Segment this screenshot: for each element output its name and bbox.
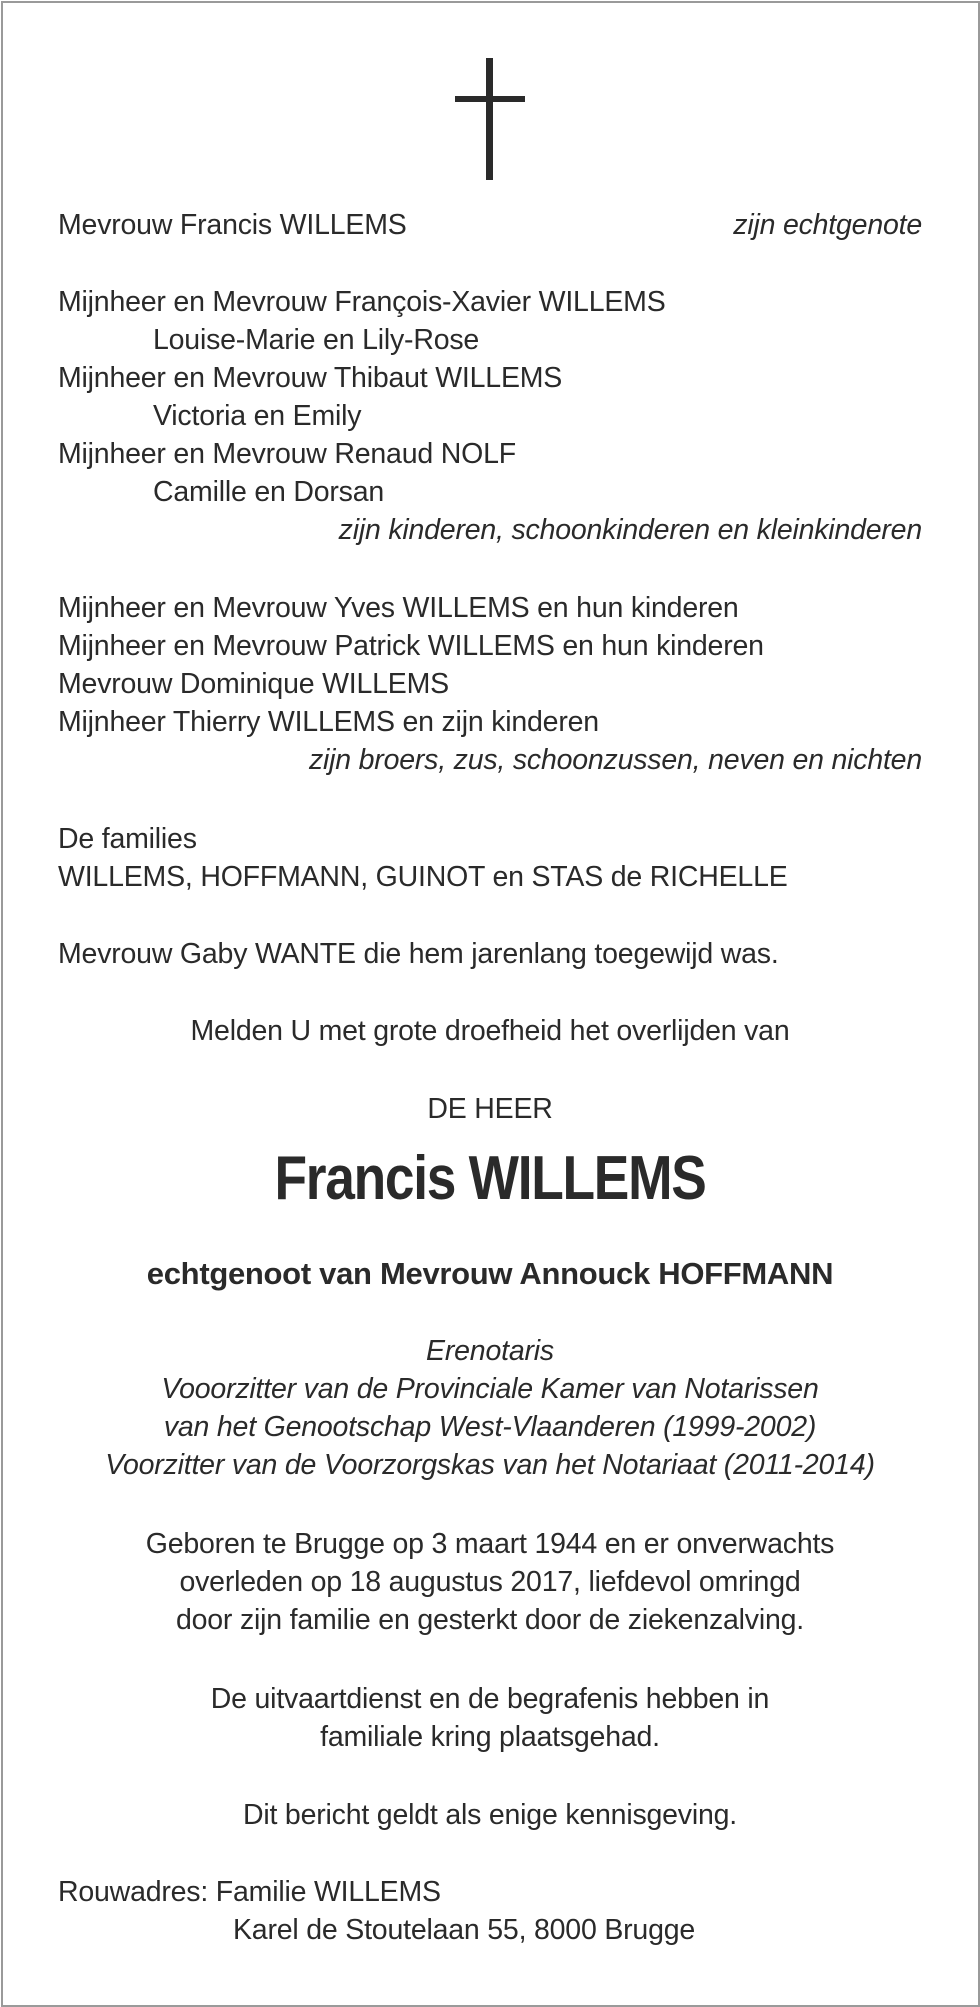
- grandchildren-line: Victoria en Emily: [153, 400, 362, 432]
- sibling-line: Mijnheer Thierry WILLEMS en zijn kinderen: [58, 706, 599, 738]
- notice-line: Dit bericht geldt als enige kennisgeving.: [242, 1799, 737, 1831]
- sibling-line: Mijnheer en Mevrouw Yves WILLEMS en hun kinderen: [58, 592, 739, 624]
- biography-line: overleden op 18 augustus 2017, liefdevol omringd: [179, 1566, 801, 1598]
- child-line: Mijnheer en Mevrouw Thibaut WILLEMS: [58, 362, 563, 394]
- families-intro: De families: [58, 823, 197, 855]
- function-line: Vooorzitter van de Provinciale Kamer van Notarissen: [161, 1373, 819, 1405]
- deceased-name: Francis WILLEMS: [274, 1144, 706, 1213]
- funeral-line: De uitvaartdienst en de begrafenis hebben in: [210, 1683, 770, 1715]
- function-line: Erenotaris: [426, 1335, 554, 1367]
- grandchildren-line: Camille en Dorsan: [153, 476, 385, 508]
- biography-line: Geboren te Brugge op 3 maart 1944 en er onverwachts: [145, 1528, 835, 1560]
- funeral-line: familiale kring plaatsgehad.: [320, 1721, 660, 1753]
- address-street: Karel de Stoutelaan 55, 8000 Brugge: [233, 1914, 696, 1946]
- deceased-title: DE HEER: [427, 1093, 553, 1125]
- sibling-line: Mijnheer en Mevrouw Patrick WILLEMS en hun kinderen: [58, 630, 764, 662]
- spouse-of-line: echtgenoot van Mevrouw Annouck HOFFMANN: [146, 1256, 834, 1291]
- announcement-intro: Melden U met grote droefheid het overlijden van: [190, 1015, 790, 1047]
- function-line: van het Genootschap West-Vlaanderen (1999-2002): [163, 1411, 817, 1443]
- caregiver-line: Mevrouw Gaby WANTE die hem jarenlang toegewijd was.: [58, 938, 779, 970]
- sibling-line: Mevrouw Dominique WILLEMS: [58, 668, 449, 700]
- grandchildren-line: Louise-Marie en Lily-Rose: [153, 324, 480, 356]
- biography-line: door zijn familie en gesterkt door de ziekenzalving.: [175, 1604, 805, 1636]
- siblings-role: zijn broers, zus, schoonzussen, neven en nichten: [308, 744, 922, 776]
- families-names: WILLEMS, HOFFMANN, GUINOT en STAS de RICHELLE: [58, 861, 788, 893]
- child-line: Mijnheer en Mevrouw Renaud NOLF: [58, 438, 516, 470]
- cross-icon: [455, 58, 525, 180]
- child-line: Mijnheer en Mevrouw François-Xavier WILLEMS: [58, 286, 666, 318]
- function-line: Voorzitter van de Voorzorgskas van het Notariaat (2011-2014): [105, 1449, 875, 1481]
- spouse-role: zijn echtgenote: [733, 209, 922, 241]
- address-label: Rouwadres: Familie WILLEMS: [58, 1876, 441, 1908]
- children-role: zijn kinderen, schoonkinderen en kleinkinderen: [338, 514, 922, 546]
- spouse-name: Mevrouw Francis WILLEMS: [58, 209, 407, 241]
